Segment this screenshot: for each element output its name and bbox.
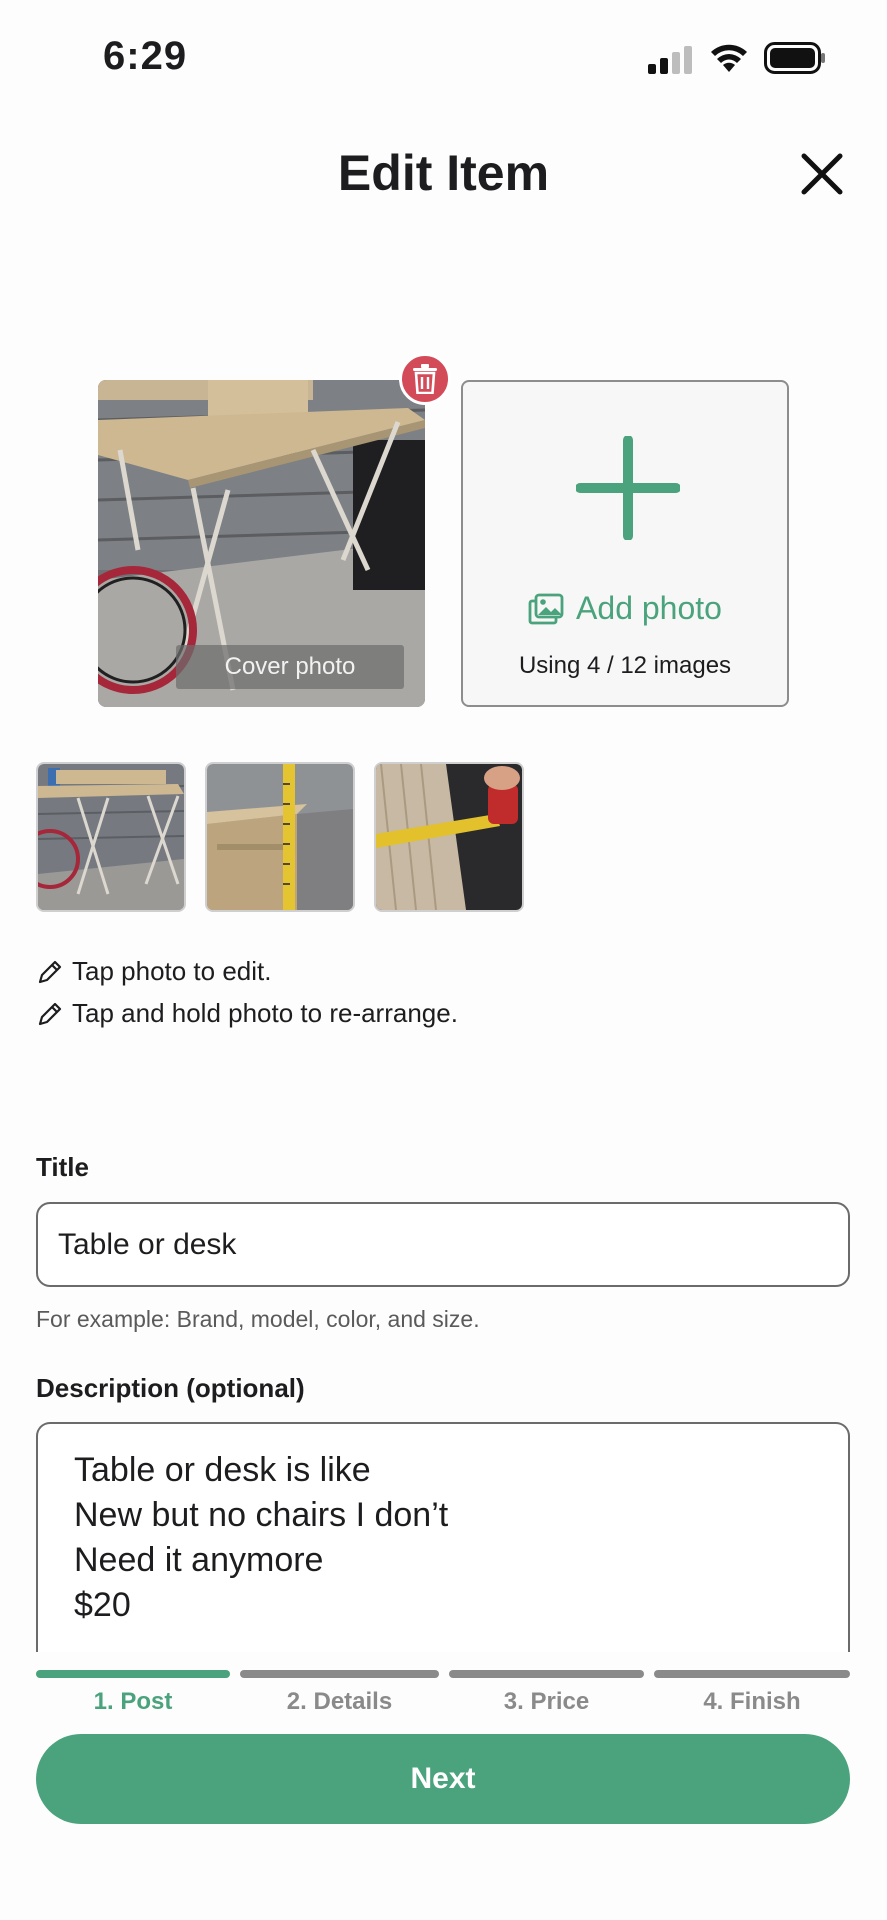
step-progress-details <box>240 1670 439 1678</box>
step-label-finish: 4. Finish <box>703 1688 801 1715</box>
image-usage-count: Using 4 / 12 images <box>518 652 732 679</box>
next-button[interactable]: Next <box>36 1734 850 1824</box>
battery-icon <box>764 42 826 74</box>
hint-edit-text: Tap photo to edit. <box>72 956 272 986</box>
close-icon[interactable] <box>796 148 848 200</box>
delete-photo-button[interactable] <box>399 353 451 405</box>
photo-thumbnail[interactable] <box>36 762 186 912</box>
status-time: 6:29 <box>103 34 188 78</box>
hint-rearrange <box>36 998 458 1029</box>
description-line: Table or desk is like <box>74 1451 371 1489</box>
description-line: Need it anymore <box>74 1541 324 1579</box>
step-label-post: 1. Post <box>93 1688 173 1715</box>
description-line: $20 <box>74 1586 131 1624</box>
add-photo-row <box>463 590 787 627</box>
step-progress-price <box>449 1670 644 1678</box>
title-helper-text: For example: Brand, model, color, and size. <box>36 1306 480 1332</box>
hint-edit <box>36 956 271 987</box>
thumbnail-image <box>376 764 522 910</box>
description-line: New but no chairs I don’t <box>74 1496 449 1534</box>
title-label: Title <box>36 1152 89 1182</box>
photo-thumbnail[interactable] <box>205 762 355 912</box>
page-title: Edit Item <box>337 145 550 201</box>
photo-thumbnail[interactable] <box>374 762 524 912</box>
cover-photo-label: Cover photo <box>176 645 404 689</box>
pencil-icon <box>36 958 64 986</box>
cellular-signal-icon <box>648 44 694 74</box>
description-textarea[interactable] <box>36 1422 850 1652</box>
cover-photo[interactable] <box>98 380 425 707</box>
title-input[interactable] <box>36 1202 850 1287</box>
thumbnail-image <box>207 764 353 910</box>
wifi-icon <box>708 40 750 74</box>
plus-icon <box>576 436 680 540</box>
pencil-icon <box>36 1000 64 1028</box>
add-photo-button[interactable] <box>461 380 789 707</box>
photos-icon <box>528 593 564 625</box>
step-progress-finish <box>654 1670 850 1678</box>
step-label-price: 3. Price <box>503 1688 590 1715</box>
header <box>0 118 887 228</box>
hint-rearrange-text: Tap and hold photo to re-arrange. <box>72 998 458 1028</box>
step-progress-post <box>36 1670 230 1678</box>
description-label: Description (optional) <box>36 1373 305 1403</box>
thumbnail-image <box>38 764 184 910</box>
step-label-details: 2. Details <box>286 1688 393 1715</box>
status-bar <box>0 0 887 118</box>
add-photo-label: Add photo <box>576 590 722 626</box>
trash-icon <box>412 364 438 394</box>
